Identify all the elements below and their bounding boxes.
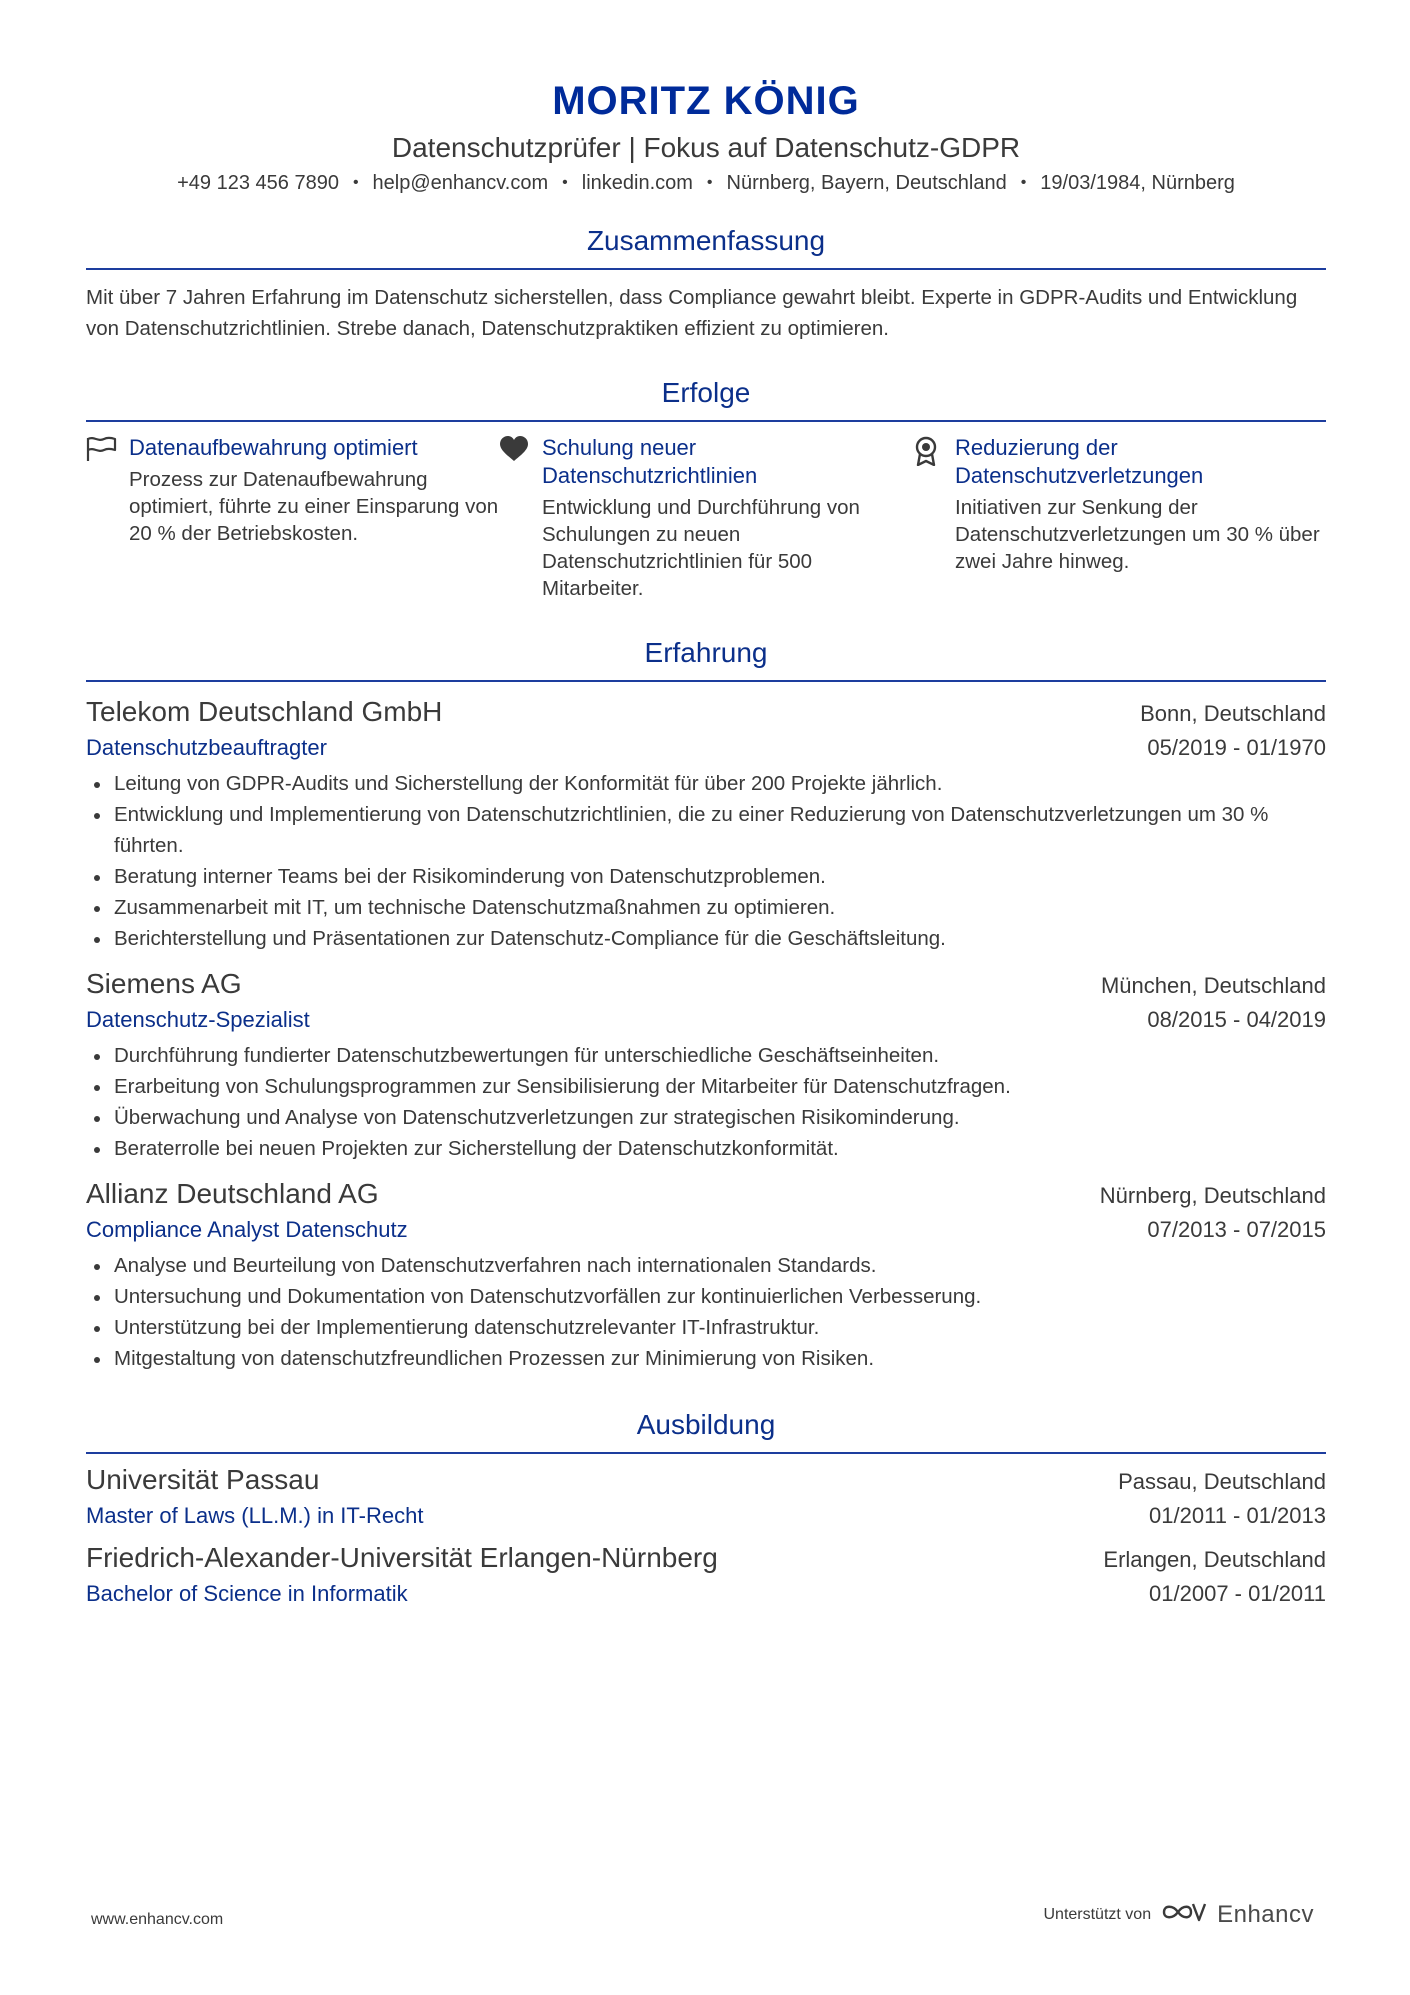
job-bullet: Mitgestaltung von datenschutzfreundlichen Prozessen zur Minimierung von Risiken.	[86, 1343, 1326, 1374]
experience-section	[86, 636, 1326, 1374]
achievement-title: Datenaufbewahrung optimiert	[129, 435, 418, 460]
job-location: Bonn, Deutschland	[1140, 701, 1326, 726]
footer-website[interactable]: www.enhancv.com	[91, 1911, 224, 1928]
achievement-desc: Prozess zur Datenaufbewahrung optimiert, führte zu einer Einsparung von 20 % der Betriebskosten.	[129, 468, 499, 545]
company-name: Telekom Deutschland GmbH	[86, 696, 443, 727]
job-bullet: Durchführung fundierter Datenschutzbewertungen für unterschiedliche Geschäftseinheiten.	[86, 1040, 1326, 1071]
job-bullet: Unterstützung bei der Implementierung datenschutzrelevanter IT-Infrastruktur.	[86, 1312, 1326, 1343]
resume-page	[86, 0, 1326, 1610]
achievement-desc: Entwicklung und Durchführung von Schulungen zu neuen Datenschutzrichtlinien für 500 Mitarbeiter.	[542, 496, 860, 600]
school-name: Friedrich-Alexander-Universität Erlangen-Nürnberg	[86, 1542, 718, 1573]
education-dates: 01/2007 - 01/2011	[1149, 1581, 1326, 1606]
headline: Datenschutzprüfer | Fokus auf Datenschutz-GDPR	[391, 132, 1021, 163]
achievement-desc: Initiativen zur Senkung der Datenschutzverletzungen um 30 % über zwei Jahre hinweg.	[955, 496, 1320, 573]
company-name: Siemens AG	[86, 968, 242, 999]
job-bullet: Erarbeitung von Schulungsprogrammen zur Sensibilisierung der Mitarbeiter für Datenschutzfragen.	[86, 1071, 1326, 1102]
job-role: Compliance Analyst Datenschutz	[86, 1217, 408, 1242]
summary-text: Mit über 7 Jahren Erfahrung im Datenschutz sicherstellen, dass Compliance gewahrt bleibt. Experte in GDPR-Audits und Entwicklung von Datenschutzrichtlinien. Strebe danach, Datenschutzpraktiken effizient zu optimieren.	[86, 286, 1298, 340]
job-dates: 08/2015 - 04/2019	[1147, 1007, 1326, 1032]
enhancv-logo-icon	[1161, 1900, 1207, 1929]
location: Nürnberg, Bayern, Deutschland	[726, 172, 1007, 194]
brand-name: Enhancv	[1217, 1900, 1314, 1928]
footer-branding	[1043, 1900, 1314, 1929]
job-role: Datenschutzbeauftragter	[86, 735, 327, 760]
education-entry	[86, 1462, 1326, 1532]
job-entry	[86, 1176, 1326, 1374]
birth-info: 19/03/1984, Nürnberg	[1040, 172, 1235, 194]
job-location: München, Deutschland	[1100, 973, 1326, 998]
school-location: Erlangen, Deutschland	[1103, 1547, 1326, 1572]
job-bullet: Überwachung und Analyse von Datenschutzverletzungen zur strategischen Risikominderung.	[86, 1102, 1326, 1133]
award-icon	[912, 434, 955, 602]
section-title-experience: Erfahrung	[86, 636, 1326, 682]
section-title-education: Ausbildung	[86, 1408, 1326, 1454]
achievement-item	[86, 434, 499, 602]
degree: Master of Laws (LL.M.) in IT-Recht	[86, 1503, 424, 1528]
job-location: Nürnberg, Deutschland	[1099, 1183, 1326, 1208]
job-entry	[86, 694, 1326, 954]
job-bullet: Leitung von GDPR-Audits und Sicherstellung der Konformität für über 200 Projekte jährlich.	[86, 768, 1326, 799]
achievements-section	[86, 376, 1326, 602]
achievement-item	[912, 434, 1325, 602]
education-entry	[86, 1540, 1326, 1610]
achievement-item	[499, 434, 912, 602]
heart-icon	[499, 434, 542, 602]
job-bullet: Beraterrolle bei neuen Projekten zur Sicherstellung der Datenschutzkonformität.	[86, 1133, 1326, 1164]
achievement-title: Schulung neuer Datenschutzrichtlinien	[542, 435, 758, 488]
job-bullet: Beratung interner Teams bei der Risikominderung von Datenschutzproblemen.	[86, 861, 1326, 892]
school-location: Passau, Deutschland	[1118, 1469, 1326, 1494]
school-name: Universität Passau	[86, 1464, 320, 1495]
job-role: Datenschutz-Spezialist	[86, 1007, 310, 1032]
email[interactable]: help@enhancv.com	[372, 172, 549, 194]
section-title-achievements: Erfolge	[86, 376, 1326, 422]
achievement-title: Reduzierung der Datenschutzverletzungen	[955, 435, 1204, 488]
education-dates: 01/2011 - 01/2013	[1149, 1503, 1326, 1528]
linkedin[interactable]: linkedin.com	[581, 172, 693, 194]
flag-icon	[86, 434, 129, 602]
candidate-name: MORITZ KÖNIG	[552, 79, 860, 123]
job-dates: 07/2013 - 07/2015	[1147, 1217, 1326, 1242]
job-bullet: Zusammenarbeit mit IT, um technische Datenschutzmaßnahmen zu optimieren.	[86, 892, 1326, 923]
education-section	[86, 1408, 1326, 1610]
job-bullet: Analyse und Beurteilung von Datenschutzverfahren nach internationalen Standards.	[86, 1250, 1326, 1281]
phone: +49 123 456 7890	[177, 172, 339, 194]
section-title-summary: Zusammenfassung	[86, 224, 1326, 270]
company-name: Allianz Deutschland AG	[86, 1178, 379, 1209]
job-bullet: Untersuchung und Dokumentation von Datenschutzvorfällen zur kontinuierlichen Verbesserung.	[86, 1281, 1326, 1312]
summary-section	[86, 224, 1326, 344]
degree: Bachelor of Science in Informatik	[86, 1581, 408, 1606]
job-bullet: Entwicklung und Implementierung von Datenschutzrichtlinien, die zu einer Reduzierung von Datenschutzverletzungen um 30 % führten.	[86, 799, 1326, 861]
job-dates: 05/2019 - 01/1970	[1147, 735, 1326, 760]
job-bullet: Berichterstellung und Präsentationen zur Datenschutz-Compliance für die Geschäftsleitung.	[86, 923, 1326, 954]
contact-info: +49 123 456 7890 • help@enhancv.com • linkedin.com • Nürnberg, Bayern, Deutschland • 19/03/1984, Nürnberg	[177, 172, 1235, 194]
powered-by-label: Unterstützt von	[1043, 1905, 1152, 1923]
job-entry	[86, 966, 1326, 1164]
